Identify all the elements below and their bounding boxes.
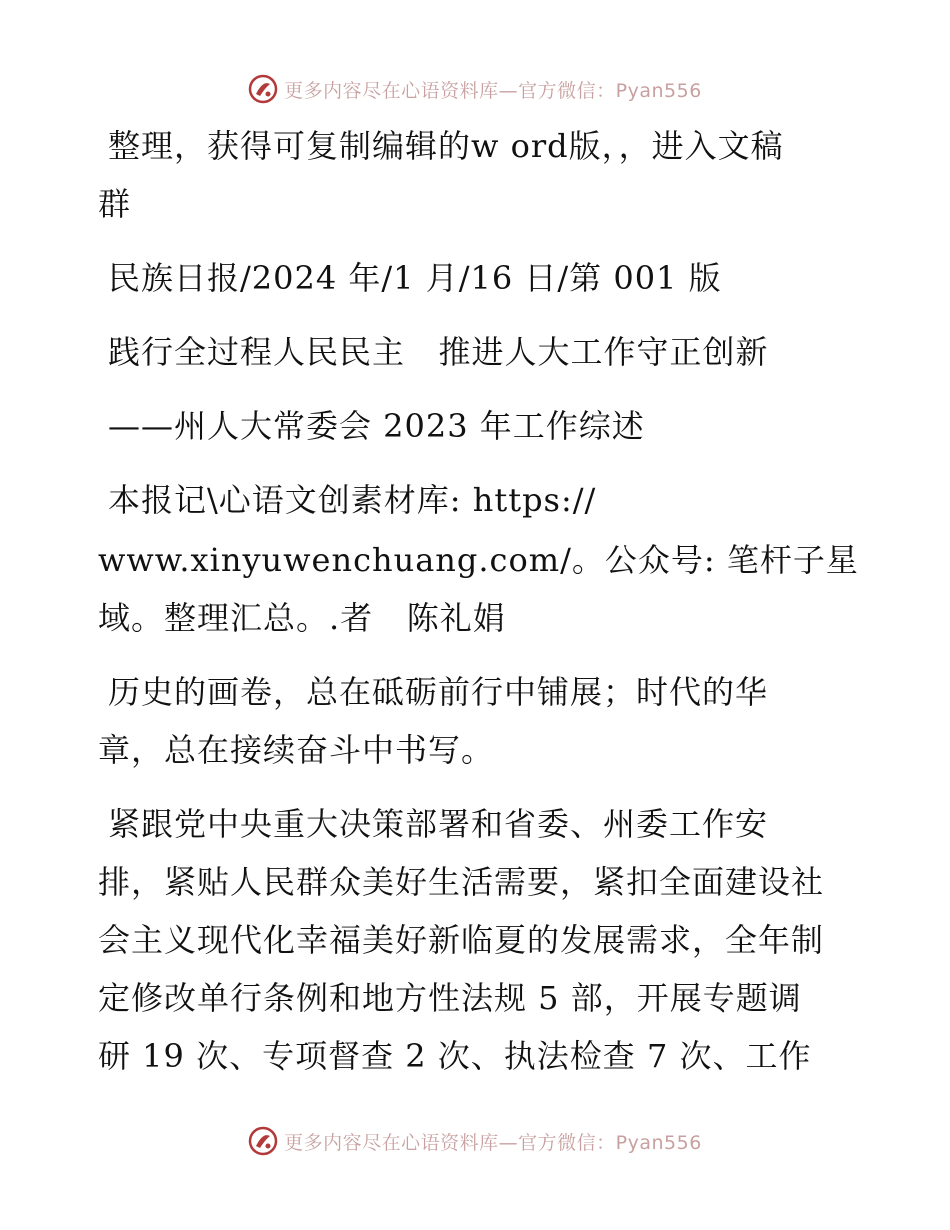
brand-logo-icon <box>248 74 278 104</box>
byline: 域。整理汇总。.者 陈礼娟 <box>98 599 506 637</box>
paragraph-line: 定修改单行条例和地方性法规 5 部，开展专题调 <box>98 979 802 1017</box>
paragraph-line: 研 19 次、专项督查 2 次、执法检查 7 次、工作 <box>98 1037 812 1075</box>
article-subtitle: ——州人大常委会 2023 年工作综述 <box>108 407 645 445</box>
paragraph-line: 历史的画卷，总在砥砺前行中铺展；时代的华 <box>108 673 769 711</box>
header-banner-text: 更多内容尽在心语资料库—官方微信：Pyan556 <box>284 79 702 102</box>
intro-line: 整理，获得可复制编辑的w ord版，，进入文稿 <box>108 127 784 165</box>
footer-banner <box>0 1124 950 1158</box>
source-line: 民族日报/2024 年/1 月/16 日/第 001 版 <box>108 259 722 297</box>
paragraph-line: 排，紧贴人民群众美好生活需要，紧扣全面建设社 <box>98 863 825 901</box>
paragraph-line: 章，总在接续奋斗中书写。 <box>98 731 495 769</box>
footer-banner-text: 更多内容尽在心语资料库—官方微信：Pyan556 <box>284 1131 702 1154</box>
header-banner <box>0 72 950 106</box>
paragraph-line: 会主义现代化幸福美好新临夏的发展需求，全年制 <box>98 921 825 959</box>
byline: www.xinyuwenchuang.com/。公众号: 笔杆子星 <box>98 541 859 579</box>
paragraph-line: 紧跟党中央重大决策部署和省委、州委工作安 <box>108 805 769 843</box>
brand-logo-icon <box>248 1126 278 1156</box>
byline: 本报记\心语文创素材库: https:// <box>108 481 597 519</box>
article-title: 践行全过程人民民主 推进人大工作守正创新 <box>108 333 769 371</box>
intro-line: 群 <box>98 185 132 223</box>
